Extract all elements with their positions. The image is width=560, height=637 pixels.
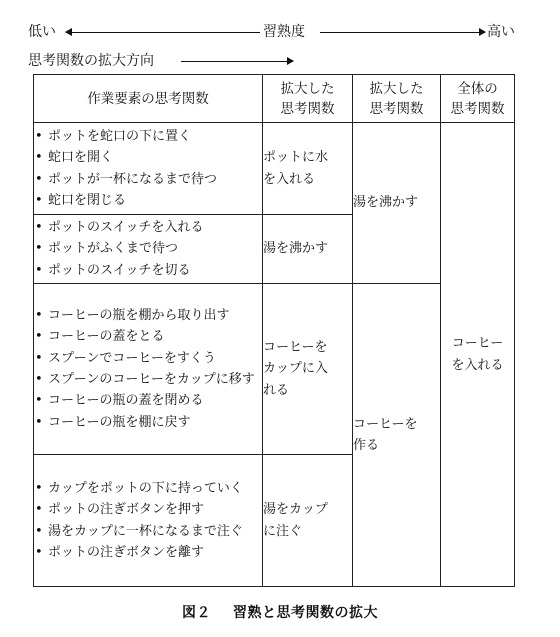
low-label: 低い xyxy=(28,24,56,40)
header-overall: 全体の 思考関数 xyxy=(441,75,515,123)
proficiency-label: 習熟度 xyxy=(260,23,308,41)
task-item: • コーヒーの瓶を棚から取り出す xyxy=(34,305,262,326)
overall-function-cell: コーヒー を入れる xyxy=(441,123,515,587)
figure-title: 習熟と思考関数の拡大 xyxy=(233,605,378,621)
right-arrow-icon xyxy=(320,32,485,33)
task-item: • ポットのスイッチを入れる xyxy=(34,217,262,238)
task-item: • ポットのスイッチを切る xyxy=(34,260,262,281)
task-item: • スプーンでコーヒーをすくう xyxy=(34,348,262,369)
task-list-cell xyxy=(34,284,263,455)
high-label: 高い xyxy=(487,24,515,40)
header-task-functions: 作業要素の思考関数 xyxy=(34,75,263,123)
task-item: • ポットが一杯になるまで待つ xyxy=(34,169,262,190)
figure-number: 図２ xyxy=(182,605,211,621)
function-table xyxy=(33,74,515,587)
task-item: • ポットの注ぎボタンを押す xyxy=(34,499,262,520)
task-item: • ポットの注ぎボタンを離す xyxy=(34,542,262,563)
task-item: • 蛇口を閉じる xyxy=(34,190,262,211)
task-list-cell xyxy=(34,215,263,284)
task-item: • ポットがふくまで待つ xyxy=(34,238,262,259)
table-row xyxy=(34,123,515,215)
task-item: • ポットを蛇口の下に置く xyxy=(34,126,262,147)
level2-function-cell: 湯を沸かす xyxy=(353,123,441,284)
header-row xyxy=(34,75,515,123)
task-item: • コーヒーの瓶を棚に戻す xyxy=(34,412,262,433)
task-list-cell xyxy=(34,123,263,215)
task-item: • コーヒーの瓶の蓋を閉める xyxy=(34,390,262,411)
direction-row xyxy=(28,52,328,72)
figure-caption xyxy=(0,602,560,622)
direction-label: 思考関数の拡大方向 xyxy=(28,53,154,69)
header-expanded-1: 拡大した 思考関数 xyxy=(263,75,353,123)
task-item: • 蛇口を開く xyxy=(34,147,262,168)
expanded-function-cell: 湯をカップ に注ぐ xyxy=(263,455,353,587)
expanded-function-cell: ポットに水 を入れる xyxy=(263,123,353,215)
task-list-cell xyxy=(34,455,263,587)
task-item: • コーヒーの蓋をとる xyxy=(34,326,262,347)
task-item: • カップをポットの下に持っていく xyxy=(34,478,262,499)
expanded-function-cell: 湯を沸かす xyxy=(263,215,353,284)
task-item: • スプーンのコーヒーをカップに移す xyxy=(34,369,262,390)
task-item: • 湯をカップに一杯になるまで注ぐ xyxy=(34,521,262,542)
left-arrow-icon xyxy=(66,32,260,33)
direction-arrow-icon xyxy=(181,61,293,62)
proficiency-scale xyxy=(28,20,533,46)
expanded-function-cell: コーヒーを カップに入 れる xyxy=(263,284,353,455)
level2-function-cell: コーヒーを 作る xyxy=(353,284,441,587)
header-expanded-2: 拡大した 思考関数 xyxy=(353,75,441,123)
